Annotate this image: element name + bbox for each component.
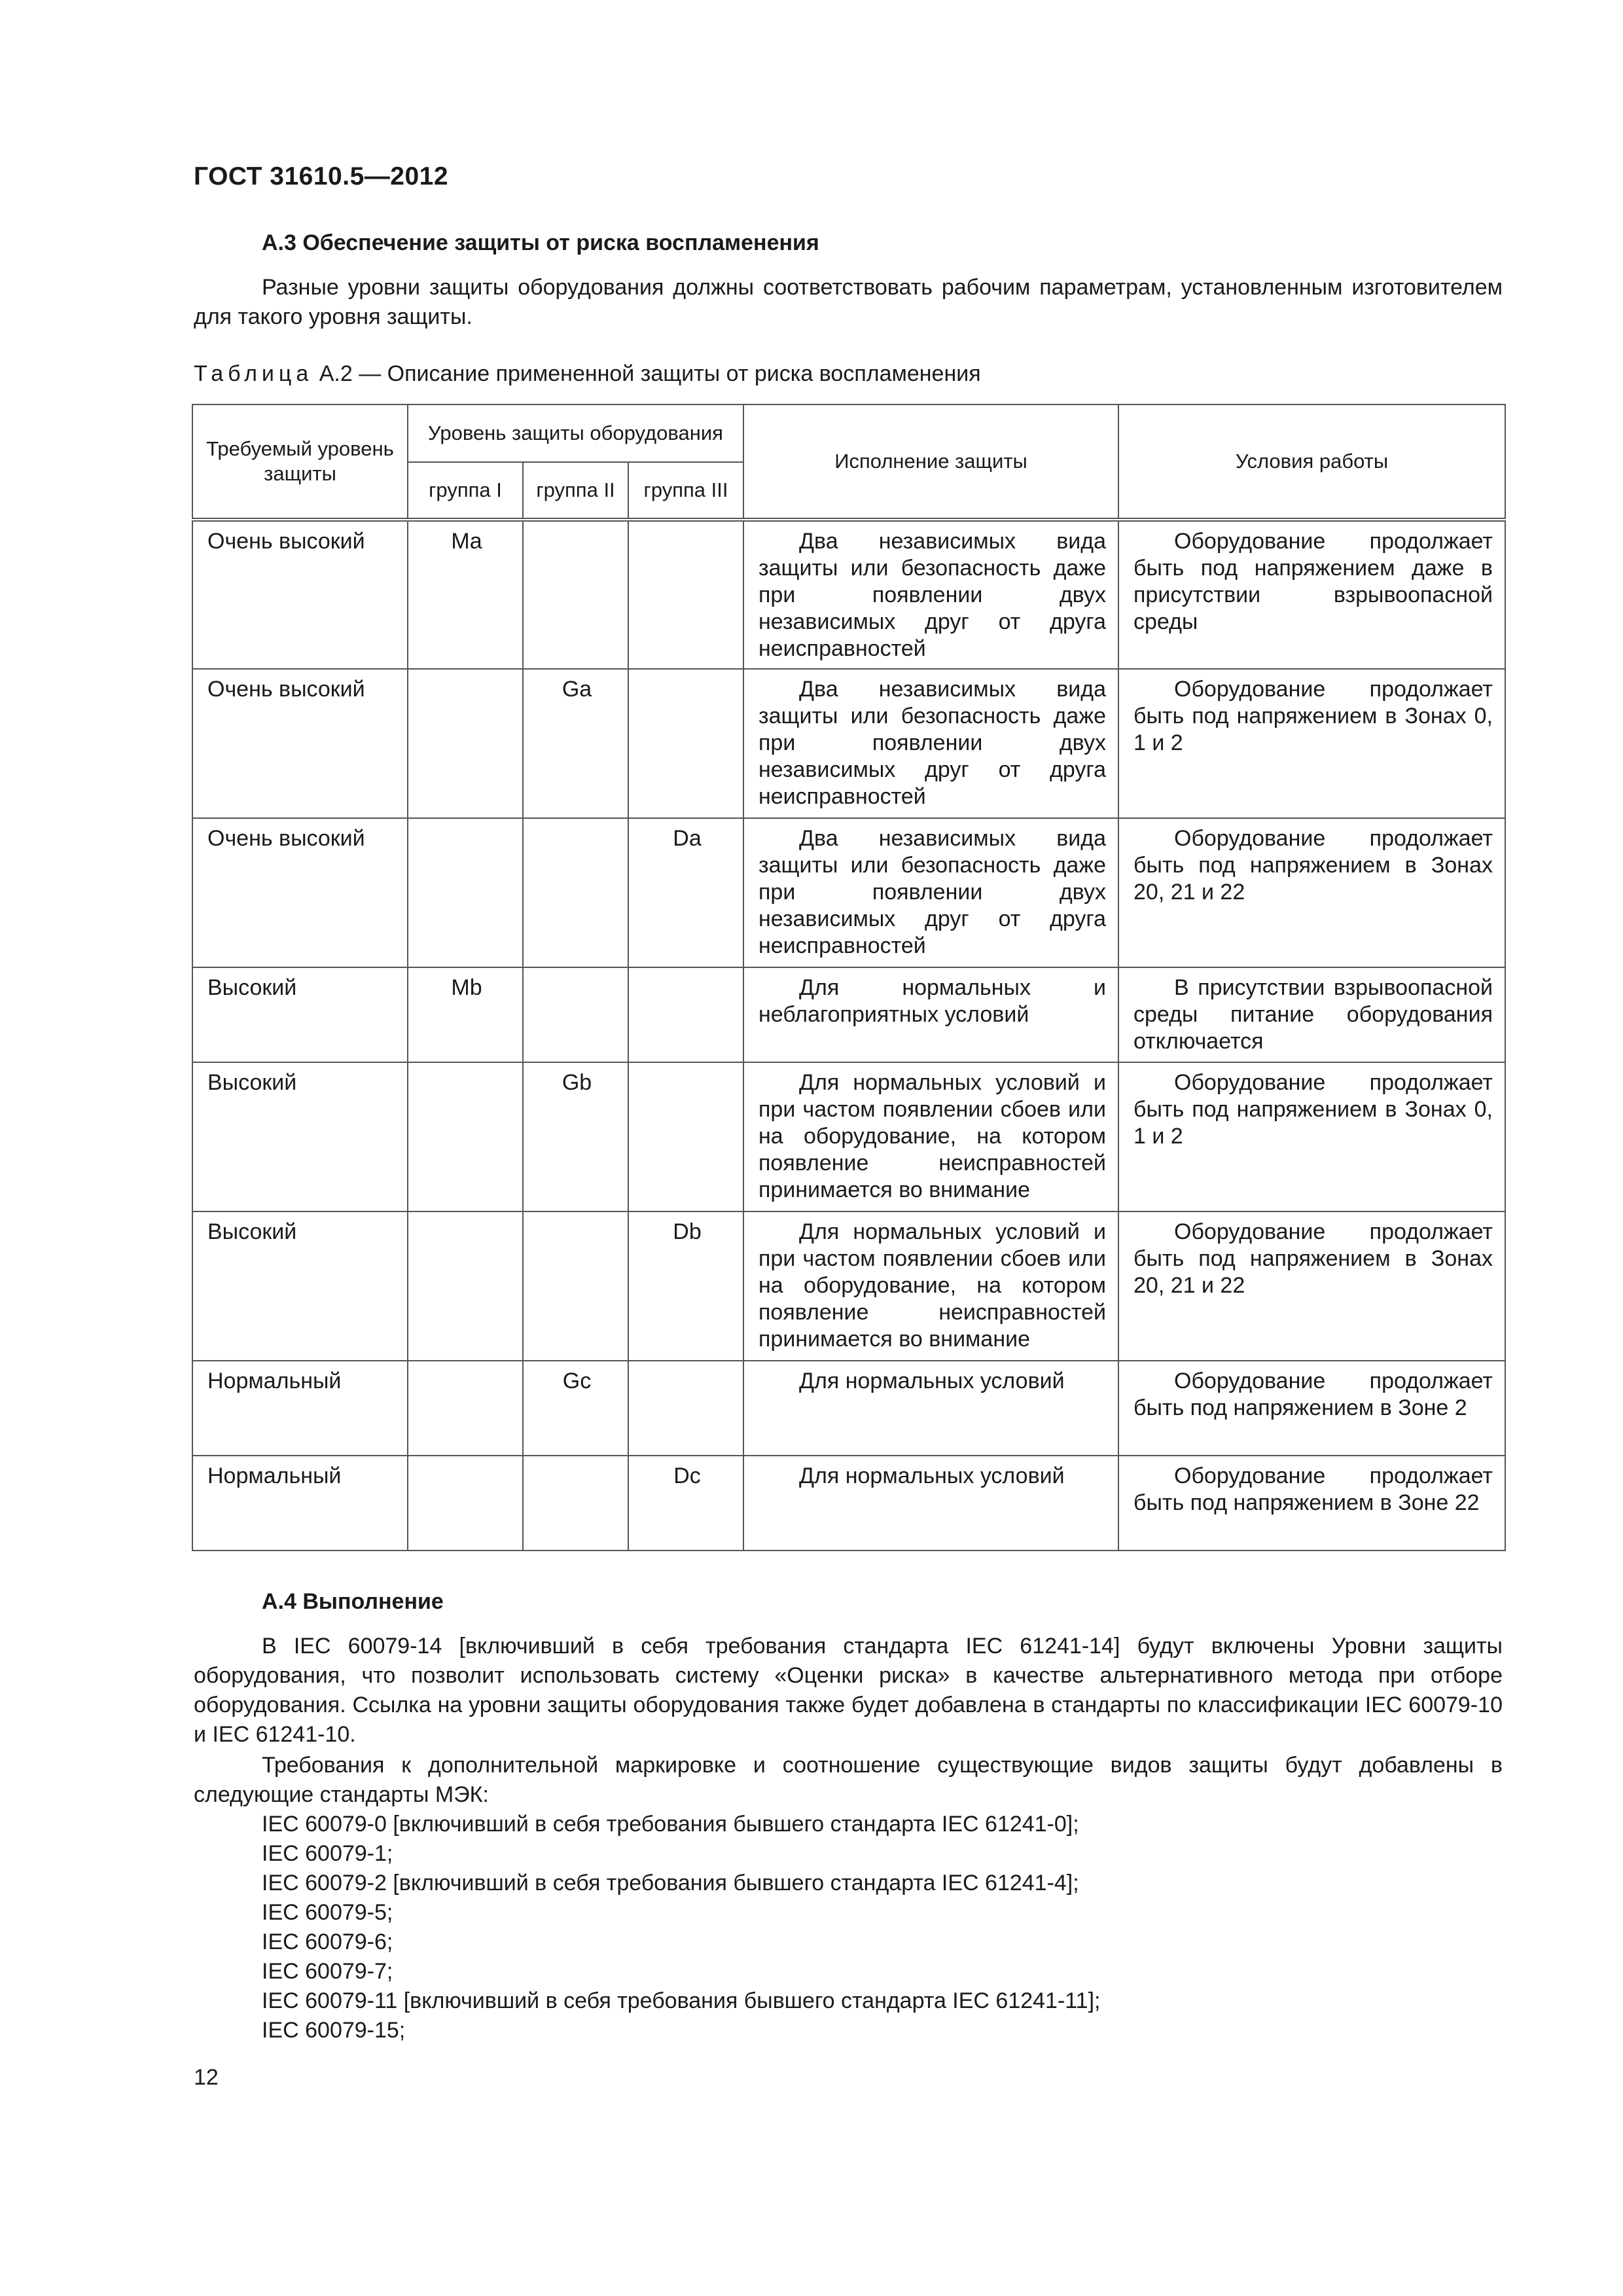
cell-group-2 [523,520,628,669]
cell-group-3: Db [628,1211,743,1361]
cell-execution: Два независимых вида защиты или безопасность даже при появлении двух независимых друг от друга неисправностей [743,520,1118,669]
cell-level: Высокий [192,1062,408,1211]
cell-group-1: Mb [408,967,523,1062]
cell-execution: Для нормальных и неблагоприятных условий [743,967,1118,1062]
standard-list-item: IEC 60079-2 [включивший в себя требования бывшего стандарта IEC 61241-4]; [262,1871,1079,1895]
cell-group-3 [628,1361,743,1456]
table-caption-text: А.2 — Описание примененной защиты от риска воспламенения [313,361,981,386]
cell-group-2 [523,1456,628,1551]
table-caption [194,361,981,387]
table-row [192,1211,1505,1361]
cell-group-3 [628,967,743,1062]
cell-group-1 [408,669,523,818]
cell-group-1 [408,1062,523,1211]
header-group-2: группа II [523,462,628,520]
cell-conditions: Оборудование продолжает быть под напряжением в Зоне 2 [1118,1361,1505,1456]
cell-group-3: Da [628,818,743,967]
header-group-3: группа III [628,462,743,520]
standard-list-item: IEC 60079-7; [262,1959,393,1984]
cell-group-2: Gc [523,1361,628,1456]
cell-level: Нормальный [192,1361,408,1456]
cell-group-3: Dc [628,1456,743,1551]
section-a3-title: А.3 Обеспечение защиты от риска воспламенения [262,230,819,255]
cell-level: Высокий [192,1211,408,1361]
section-a4-title: А.4 Выполнение [262,1589,444,1614]
standard-list-item: IEC 60079-6; [262,1929,393,1954]
cell-execution: Для нормальных условий и при частом появлении сбоев или на оборудование, на котором появление неисправностей принимается во внимание [743,1211,1118,1361]
cell-group-1 [408,1211,523,1361]
cell-conditions: Оборудование продолжает быть под напряжением даже в присутствии взрывоопасной среды [1118,520,1505,669]
table-row [192,520,1505,669]
cell-level: Очень высокий [192,818,408,967]
document-code: ГОСТ 31610.5—2012 [194,162,449,190]
cell-group-2: Ga [523,669,628,818]
cell-execution: Для нормальных условий и при частом появлении сбоев или на оборудование, на котором появление неисправностей принимается во внимание [743,1062,1118,1211]
standard-list-item: IEC 60079-1; [262,1841,393,1866]
cell-conditions: Оборудование продолжает быть под напряжением в Зонах 0, 1 и 2 [1118,669,1505,818]
table-row [192,967,1505,1062]
cell-conditions: Оборудование продолжает быть под напряжением в Зонах 0, 1 и 2 [1118,1062,1505,1211]
cell-group-1 [408,818,523,967]
cell-conditions: В присутствии взрывоопасной среды питание оборудования отключается [1118,967,1505,1062]
table-row [192,1456,1505,1551]
header-equipment-level: Уровень защиты оборудования [408,404,743,462]
header-conditions: Условия работы [1118,404,1505,520]
cell-group-2 [523,818,628,967]
cell-execution: Для нормальных условий [743,1361,1118,1456]
cell-execution: Для нормальных условий [743,1456,1118,1551]
standard-list-item: IEC 60079-5; [262,1900,393,1925]
cell-level: Нормальный [192,1456,408,1551]
standard-list-item: IEC 60079-11 [включивший в себя требования бывшего стандарта IEC 61241-11]; [262,1988,1101,2013]
cell-execution: Два независимых вида защиты или безопасность даже при появлении двух независимых друг от друга неисправностей [743,669,1118,818]
cell-group-3 [628,520,743,669]
standard-list-item: IEC 60079-15; [262,2018,406,2043]
cell-group-2 [523,967,628,1062]
cell-conditions: Оборудование продолжает быть под напряжением в Зонах 20, 21 и 22 [1118,818,1505,967]
header-required-level: Требуемый уровень защиты [192,404,408,520]
section-a3-paragraph: Разные уровни защиты оборудования должны соответствовать рабочим параметрам, установленным изготовителем для такого уровня защиты. [194,275,1503,329]
table-row [192,669,1505,818]
cell-group-1 [408,1456,523,1551]
protection-table [192,404,1506,1551]
table-row [192,1062,1505,1211]
cell-conditions: Оборудование продолжает быть под напряжением в Зонах 20, 21 и 22 [1118,1211,1505,1361]
table-caption-label: Таблица [194,361,313,386]
table-row [192,1361,1505,1456]
cell-group-1 [408,1361,523,1456]
cell-execution: Два независимых вида защиты или безопасность даже при появлении двух независимых друг от друга неисправностей [743,818,1118,967]
page-number: 12 [194,2065,219,2090]
cell-conditions: Оборудование продолжает быть под напряжением в Зоне 22 [1118,1456,1505,1551]
header-group-1: группа I [408,462,523,520]
cell-level: Высокий [192,967,408,1062]
table-row [192,818,1505,967]
header-execution: Исполнение защиты [743,404,1118,520]
cell-group-2 [523,1211,628,1361]
cell-level: Очень высокий [192,520,408,669]
section-a4-paragraph-2: Требования к дополнительной маркировке и соотношение существующие видов защиты будут добавлены в следующие стандарты МЭК: [194,1753,1503,1807]
section-a4-paragraph-1: В IEC 60079-14 [включивший в себя требования стандарта IEC 61241-14] будут включены Уровни защиты оборудования, что позволит использовать систему «Оценки риска» в качестве альтернативного метода при отборе оборудования. Ссылка на уровни защиты оборудования также будет добавлена в стандарты по классификации IEC 60079-10 и IEC 61241-10. [194,1634,1503,1747]
cell-group-1: Ma [408,520,523,669]
cell-group-2: Gb [523,1062,628,1211]
cell-group-3 [628,1062,743,1211]
standard-list-item: IEC 60079-0 [включивший в себя требования бывшего стандарта IEC 61241-0]; [262,1812,1079,1837]
cell-level: Очень высокий [192,669,408,818]
cell-group-3 [628,669,743,818]
